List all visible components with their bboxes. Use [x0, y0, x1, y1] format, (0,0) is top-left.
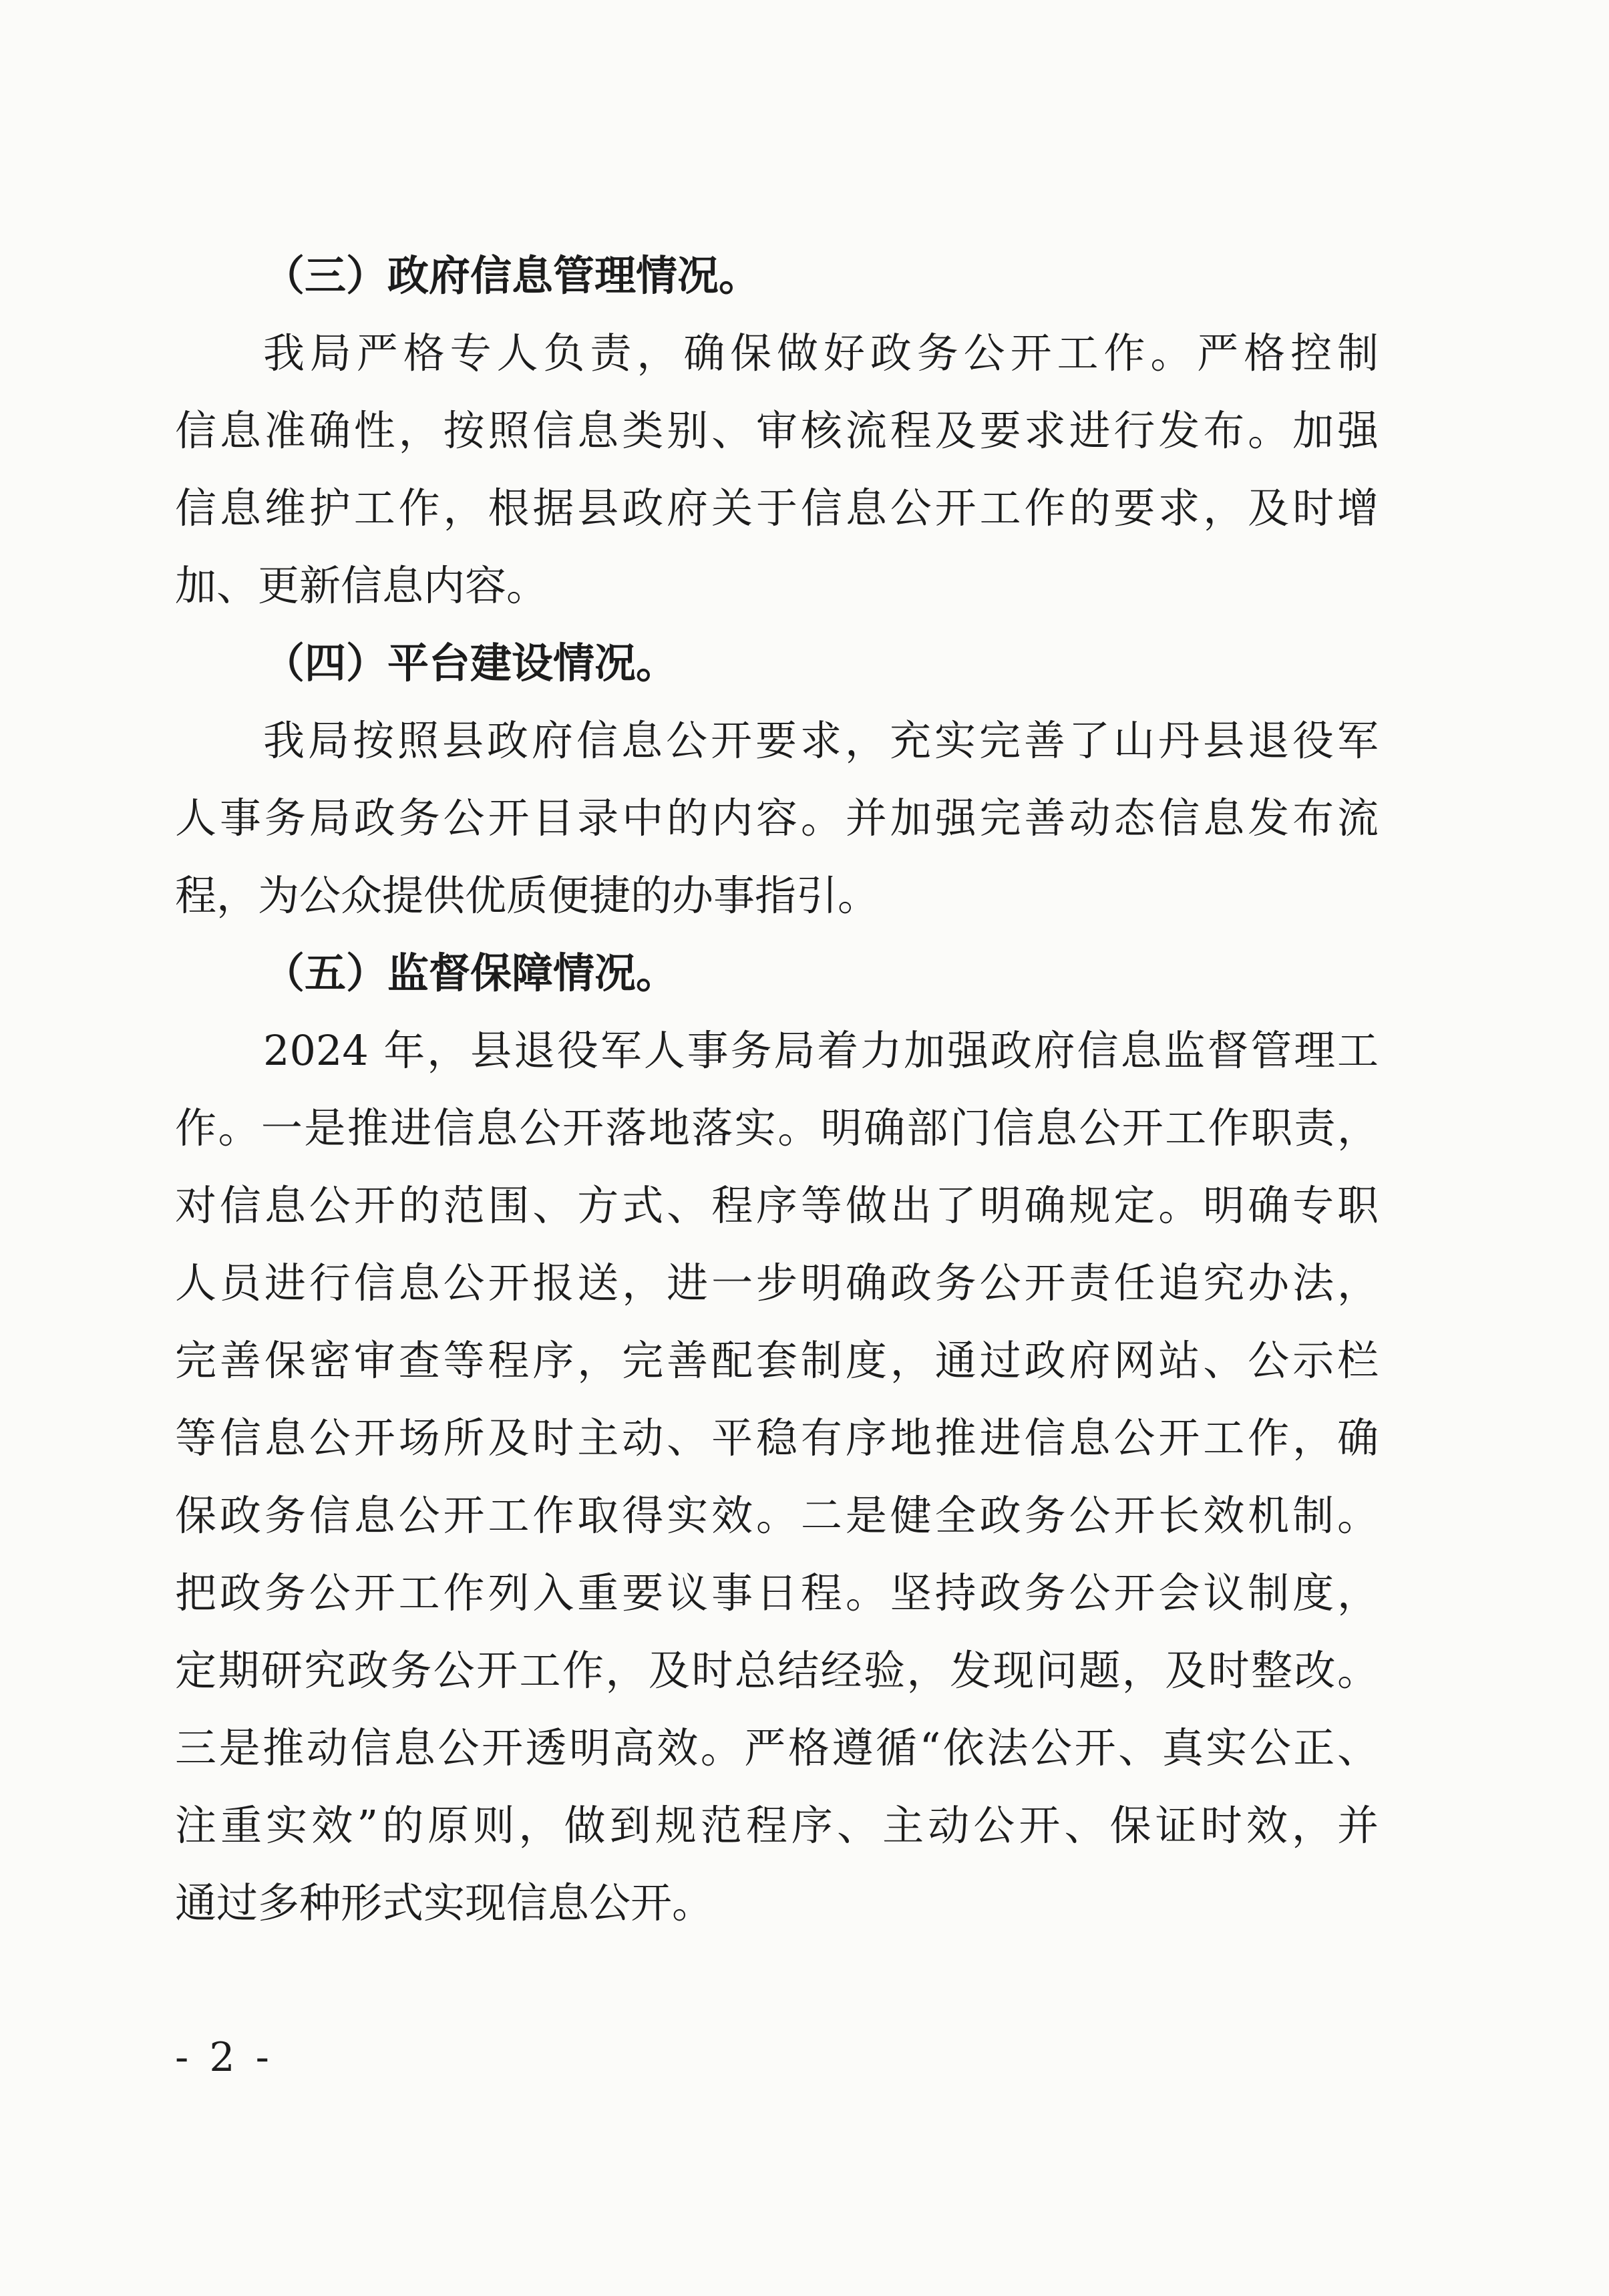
document-body [175, 237, 1379, 1942]
paragraph-line: 完善保密审查等程序，完善配套制度，通过政府网站、公示栏 [175, 1336, 1379, 1385]
paragraph-line: 信息维护工作，根据县政府关于信息公开工作的要求，及时增 [175, 484, 1379, 532]
paragraph-line: 定期研究政务公开工作，及时总结经验，发现问题，及时整改。 [175, 1646, 1379, 1695]
page-number: - 2 - [175, 2034, 273, 2081]
paragraph-line: 我局按照县政府信息公开要求，充实完善了山丹县退役军 [263, 716, 1379, 765]
paragraph-line: 保政务信息公开工作取得实效。二是健全政务公开长效机制。 [175, 1491, 1379, 1540]
paragraph-line: 把政务公开工作列入重要议事日程。坚持政务公开会议制度， [175, 1569, 1379, 1617]
paragraph-line: 人事务局政务公开目录中的内容。并加强完善动态信息发布流 [175, 794, 1379, 842]
paragraph-line: 信息准确性，按照信息类别、审核流程及要求进行发布。加强 [175, 406, 1379, 455]
paragraph-line: 注重实效”的原则，做到规范程序、主动公开、保证时效，并 [175, 1801, 1379, 1850]
paragraph-line: 加、更新信息内容。 [175, 561, 548, 610]
section-heading: （四）平台建设情况。 [263, 639, 678, 687]
paragraph-line: 等信息公开场所及时主动、平稳有序地推进信息公开工作，确 [175, 1414, 1379, 1462]
paragraph-line: 我局严格专人负责，确保做好政务公开工作。严格控制 [263, 329, 1379, 377]
section-heading: （五）监督保障情况。 [263, 949, 678, 997]
paragraph-line: 人员进行信息公开报送，进一步明确政务公开责任追究办法， [175, 1259, 1379, 1307]
section-heading: （三）政府信息管理情况。 [263, 251, 761, 300]
paragraph-line: 对信息公开的范围、方式、程序等做出了明确规定。明确专职 [175, 1181, 1379, 1230]
paragraph-line: 作。一是推进信息公开落地落实。明确部门信息公开工作职责， [175, 1104, 1379, 1152]
paragraph-line: 2024 年，县退役军人事务局着力加强政府信息监督管理工 [263, 1026, 1379, 1075]
paragraph-line: 程，为公众提供优质便捷的办事指引。 [175, 871, 880, 920]
paragraph-line: 三是推动信息公开透明高效。严格遵循“依法公开、真实公正、 [175, 1724, 1379, 1772]
paragraph-line: 通过多种形式实现信息公开。 [175, 1878, 714, 1927]
